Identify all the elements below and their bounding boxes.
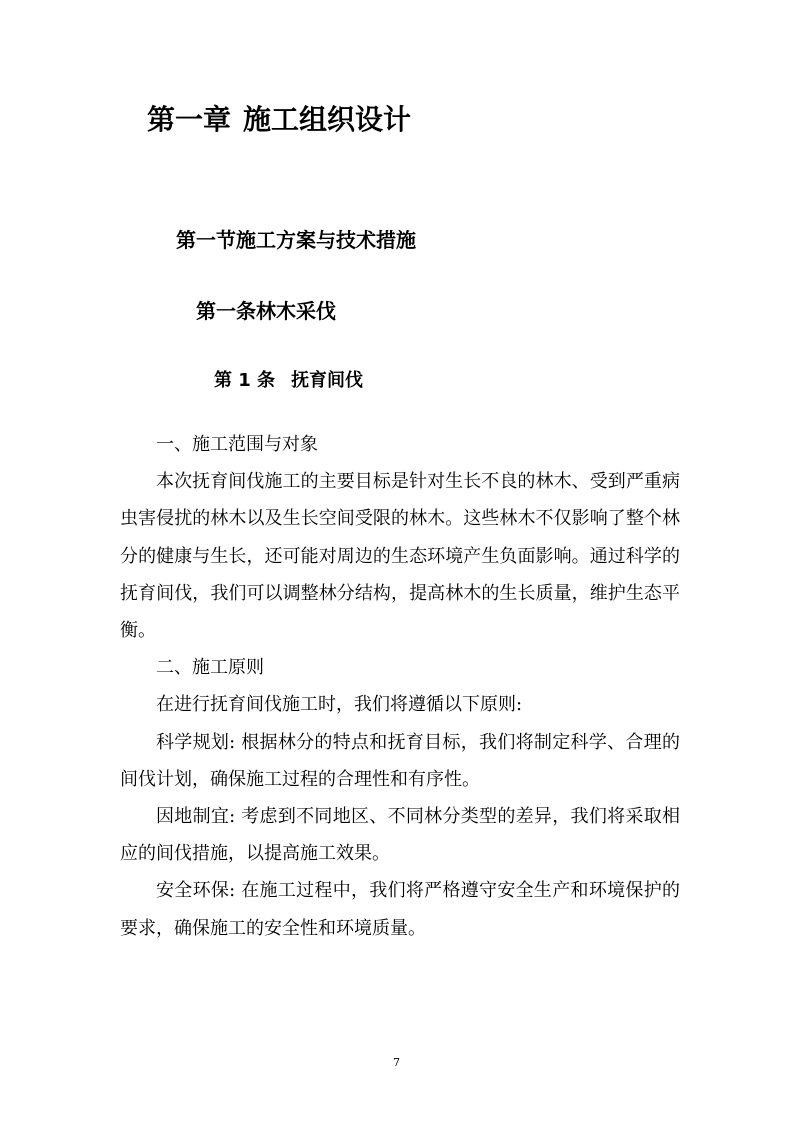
paragraph-local-conditions: 因地制宜: 考虑到不同地区、不同林分类型的差异，我们将采取相应的间伐措施，以提高施工效果。 [120,806,680,865]
paragraph-scientific-planning: 科学规划: 根据林分的特点和抚育目标，我们将制定科学、合理的间伐计划，确保施工过程的合理性和有序性。 [120,731,680,790]
chapter-number: 第一章 [147,103,232,136]
section-heading: 第一节施工方案与技术措施 [176,228,416,252]
page-number: 7 [393,1056,400,1069]
subheading-scope: 一、施工范围与对象 [156,434,318,455]
article-heading: 第一条林木采伐 [196,299,336,323]
clause-title: 抚育间伐 [291,370,364,391]
paragraph-principles-intro: 在进行抚育间伐施工时，我们将遵循以下原则: [156,694,523,716]
clause-number: 第 1 条 [214,370,276,391]
chapter-title: 施工组织设计 [243,103,412,136]
subheading-principles: 二、施工原则 [156,657,264,679]
paragraph-scope: 本次抚育间伐施工的主要目标是针对生长不良的林木、受到严重病虫害侵扰的林木以及生长空间受限的林木。这些林木不仅影响了整个林分的健康与生长，还可能对周边的生态环境产生负面影响。通过科学的抚育间伐，我们可以调整林分结构，提高林木的生长质量，维护生态平衡。 [120,471,680,642]
chapter-heading [147,100,411,140]
paragraph-safety-environment: 安全环保: 在施工过程中，我们将严格遵守安全生产和环境保护的要求，确保施工的安全性和环境质量。 [120,880,680,939]
clause-heading [214,367,363,395]
body-text [120,426,680,947]
